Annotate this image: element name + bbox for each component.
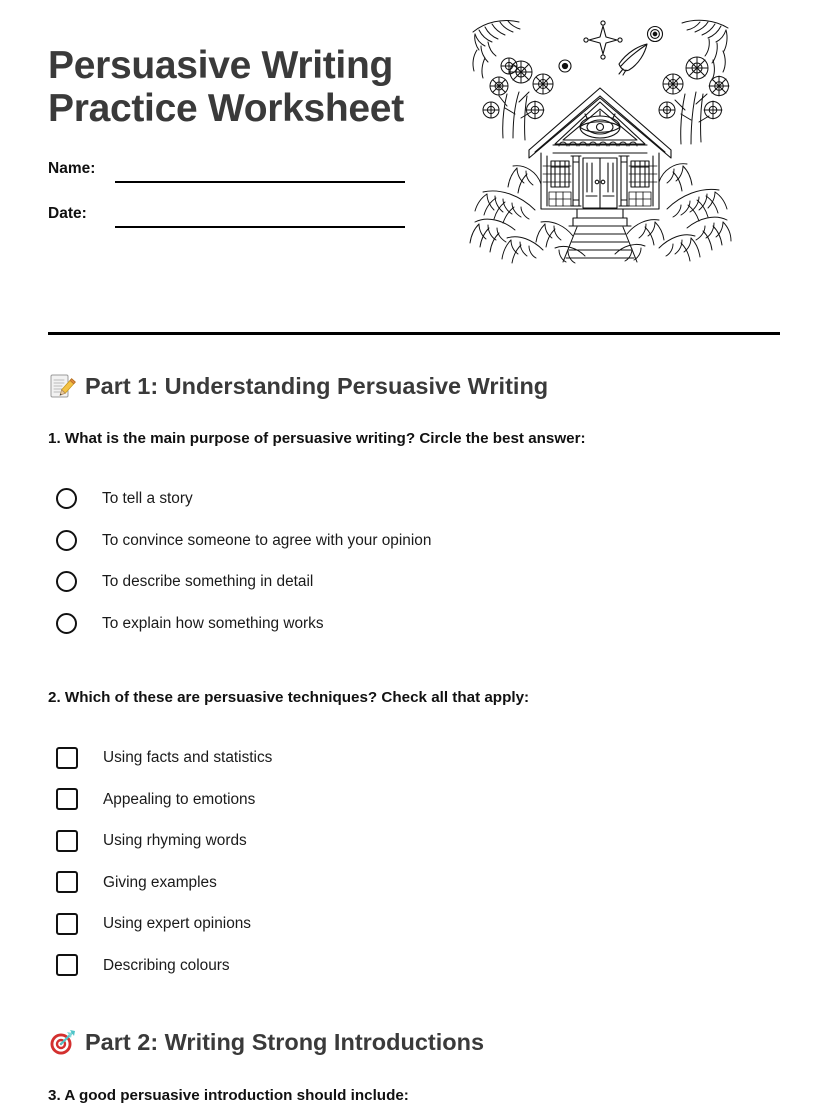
page-title-line-1: Persuasive Writing <box>48 44 394 87</box>
section-title-part-1: Part 1: Understanding Persuasive Writing <box>85 373 549 399</box>
question-2-text: 2. Which of these are persuasive techniques? Check all that apply: <box>48 689 530 706</box>
checkbox-icon[interactable] <box>56 913 78 935</box>
radio-option-row[interactable] <box>56 571 431 592</box>
checkbox-option-row[interactable] <box>56 830 272 851</box>
garden-path <box>563 227 637 262</box>
checkbox-icon[interactable] <box>56 788 78 810</box>
option-label: Using rhyming words <box>103 832 247 849</box>
question-3-text: 3. A good persuasive introduction should include: <box>48 1087 409 1104</box>
circle-motif-right <box>648 27 663 42</box>
question-2-options <box>56 747 272 996</box>
radio-icon[interactable] <box>56 530 77 551</box>
leaf-motif <box>619 44 647 75</box>
question-1-options <box>56 488 431 654</box>
option-label: Describing colours <box>103 956 230 974</box>
page-title-line-2: Practice Worksheet <box>48 87 404 130</box>
date-input-line[interactable] <box>115 226 405 228</box>
radio-option-row[interactable] <box>56 530 431 551</box>
flowering-tree-right <box>659 57 729 144</box>
radio-icon[interactable] <box>56 571 77 592</box>
radio-icon[interactable] <box>56 613 77 634</box>
flowering-tree-left <box>483 58 553 140</box>
dart-icon <box>48 1028 76 1056</box>
house-garden-illustration <box>469 6 732 264</box>
hanging-fern-right <box>682 20 728 80</box>
house <box>529 88 671 226</box>
option-label: To tell a story <box>102 490 193 507</box>
checkbox-option-row[interactable] <box>56 747 272 768</box>
hanging-fern-left <box>473 20 520 78</box>
section-header-part-1 <box>48 372 548 400</box>
name-label: Name: <box>48 160 96 177</box>
star-motif <box>584 21 622 59</box>
date-label: Date: <box>48 205 87 222</box>
fern-cluster-right <box>659 189 731 261</box>
radio-option-row[interactable] <box>56 613 431 634</box>
checkbox-icon[interactable] <box>56 747 78 769</box>
question-1-text: 1. What is the main purpose of persuasive writing? Circle the best answer: <box>48 430 586 447</box>
section-header-part-2 <box>48 1028 484 1056</box>
option-label: To describe something in detail <box>102 573 314 590</box>
option-label: Using facts and statistics <box>103 749 273 766</box>
page-title <box>48 44 478 130</box>
checkbox-option-row[interactable] <box>56 789 272 810</box>
radio-option-row[interactable] <box>56 488 431 509</box>
option-label: To convince someone to agree with your opinion <box>102 531 432 549</box>
name-input-line[interactable] <box>115 181 405 183</box>
option-label: Giving examples <box>103 873 217 891</box>
checkbox-icon[interactable] <box>56 871 78 893</box>
checkbox-option-row[interactable] <box>56 872 272 893</box>
option-label: To explain how something works <box>102 614 324 632</box>
radio-icon[interactable] <box>56 488 77 509</box>
option-label: Using expert opinions <box>103 915 252 932</box>
memo-icon <box>48 372 76 400</box>
fern-cluster-left <box>470 191 543 263</box>
checkbox-option-row[interactable] <box>56 913 272 934</box>
circle-motif-small <box>559 60 571 72</box>
section-title-part-2: Part 2: Writing Strong Introductions <box>85 1029 485 1055</box>
option-label: Appealing to emotions <box>103 790 256 808</box>
checkbox-icon[interactable] <box>56 954 78 976</box>
checkbox-option-row[interactable] <box>56 955 272 976</box>
checkbox-icon[interactable] <box>56 830 78 852</box>
header-divider <box>48 332 780 335</box>
